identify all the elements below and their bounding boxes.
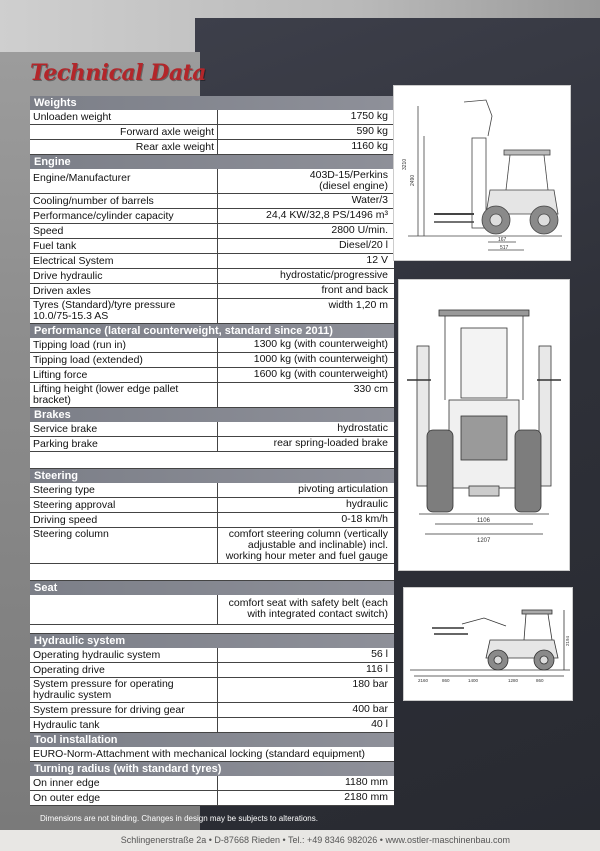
row-label [30, 595, 218, 624]
table-row [30, 110, 394, 125]
row-label: Speed [30, 224, 218, 238]
table-row [30, 239, 394, 254]
row-value: comfort steering column (vertically adjustable and inclinable) incl. working hour meter and fuel gauge [225, 528, 388, 562]
row-value: 0-18 km/h [341, 513, 388, 525]
row-label: Electrical System [30, 254, 218, 268]
loader-front-view-drawing [399, 280, 569, 570]
table-row [30, 194, 394, 209]
table-row [30, 718, 394, 733]
row-label: On outer edge [30, 791, 218, 805]
row-label: Engine/Manufacturer [30, 169, 218, 193]
row-label: Tyres (Standard)/tyre pressure 10.0/75-15.3 AS [30, 299, 218, 323]
row-label: EURO-Norm-Attachment with mechanical locking (standard equipment) [33, 748, 366, 760]
row-value: hydrostatic [337, 422, 388, 434]
front-view-diagram [399, 280, 569, 570]
row-value: 1160 kg [351, 140, 388, 152]
row-label: Cooling/number of barrels [30, 194, 218, 208]
dimension-label: 2194 [565, 635, 570, 646]
table-row [30, 498, 394, 513]
dimension-label: 1207 [477, 538, 491, 544]
row-value: 180 bar [352, 678, 388, 690]
section-performance-header: Performance (lateral counterweight, standard since 2011) [30, 324, 394, 338]
row-value: 56 l [371, 648, 388, 660]
row-label: Rear axle weight [30, 140, 218, 154]
loader-side-view-drawing [394, 86, 570, 260]
table-row [30, 776, 394, 791]
dimension-label: 2160 [418, 678, 429, 683]
section-tool-header: Tool installation [30, 733, 394, 747]
row-value: 590 kg [356, 125, 388, 137]
table-row [30, 125, 394, 140]
row-label: Lifting force [30, 368, 218, 382]
dimension-label: 167 [498, 237, 507, 243]
row-value: 24,4 KW/32,8 PS/1496 m³ [266, 209, 388, 221]
row-value: 1180 mm [345, 776, 388, 788]
row-value: hydrostatic/progressive [280, 269, 388, 281]
row-label: Operating hydraulic system [30, 648, 218, 662]
row-value: pivoting articulation [298, 483, 388, 495]
row-value: Diesel/20 l [338, 239, 388, 251]
table-row [30, 224, 394, 239]
row-label: Fuel tank [30, 239, 218, 253]
table-row [30, 284, 394, 299]
table-row [30, 483, 394, 498]
table-row [30, 747, 394, 762]
row-label: Drive hydraulic [30, 269, 218, 283]
table-row [30, 383, 394, 408]
section-turning-header: Turning radius (with standard tyres) [30, 762, 394, 776]
row-value: Water/3 [351, 194, 388, 206]
table-row [30, 791, 394, 806]
dimension-label: 2490 [410, 174, 416, 186]
table-row [30, 703, 394, 718]
table-row [30, 209, 394, 224]
section-engine-header: Engine [30, 155, 394, 169]
row-value: 2800 U/min. [331, 224, 388, 236]
row-label: Steering column [30, 528, 218, 563]
table-spacer [30, 452, 394, 469]
row-label: Hydraulic tank [30, 718, 218, 732]
row-label: System pressure for operating hydraulic system [30, 678, 218, 702]
row-value: 330 cm [353, 383, 388, 395]
table-row [30, 254, 394, 269]
row-value: 12 V [366, 254, 388, 266]
row-label: Steering approval [30, 498, 218, 512]
row-value: 116 l [366, 663, 388, 675]
dimension-label: 1106 [477, 518, 490, 524]
dimension-label: 860 [442, 678, 450, 683]
section-seat-header: Seat [30, 581, 394, 595]
row-label: Driving speed [30, 513, 218, 527]
table-row [30, 595, 394, 625]
section-hydraulic-header: Hydraulic system [30, 634, 394, 648]
dimension-label: 3210 [402, 158, 408, 170]
table-spacer [30, 625, 394, 634]
table-row [30, 338, 394, 353]
row-label: On inner edge [30, 776, 218, 790]
row-value: 1000 kg (with counterweight) [253, 353, 388, 365]
table-row [30, 648, 394, 663]
row-label: Parking brake [30, 437, 218, 451]
spec-table [30, 96, 394, 806]
table-spacer [30, 564, 394, 581]
dimension-label: 860 [536, 678, 544, 683]
row-label: Driven axles [30, 284, 218, 298]
row-value: 40 l [371, 718, 388, 730]
row-label: Performance/cylinder capacity [30, 209, 218, 223]
side-view-diagram [394, 86, 570, 260]
section-brakes-header: Brakes [30, 408, 394, 422]
page-title: Technical Data [30, 60, 207, 86]
row-value: 2180 mm [344, 791, 388, 803]
row-value: rear spring-loaded brake [273, 437, 388, 449]
table-row [30, 678, 394, 703]
row-value: 1300 kg (with counterweight) [253, 338, 388, 350]
footer-address: Schlingenerstraße 2a • D-87668 Rieden • Tel.: +49 8346 982026 • www.ostler-maschinenbau.com [0, 830, 600, 851]
table-row [30, 437, 394, 452]
row-value: front and back [321, 284, 388, 296]
footnote: Dimensions are not binding. Changes in design may be subjects to alterations. [40, 814, 318, 823]
table-row [30, 169, 394, 194]
table-row [30, 269, 394, 284]
row-label: Operating drive [30, 663, 218, 677]
table-row [30, 140, 394, 155]
side-view-lowered-diagram [404, 588, 572, 700]
row-value: hydraulic [345, 498, 388, 510]
row-label: System pressure for driving gear [30, 703, 218, 717]
table-row [30, 368, 394, 383]
row-label: Steering type [30, 483, 218, 497]
row-label: Tipping load (run in) [30, 338, 218, 352]
table-row [30, 513, 394, 528]
dimension-label: 1280 [508, 678, 519, 683]
dimension-label: 517 [500, 245, 509, 251]
row-label: Tipping load (extended) [30, 353, 218, 367]
table-row [30, 353, 394, 368]
row-label: Unloaden weight [30, 110, 218, 124]
section-steering-header: Steering [30, 469, 394, 483]
row-value: 403D-15/Perkins (diesel engine) [309, 169, 388, 192]
table-row [30, 528, 394, 564]
loader-side-lowered-drawing [404, 588, 572, 700]
row-label: Lifting height (lower edge pallet bracket) [30, 383, 218, 407]
table-row [30, 663, 394, 678]
row-value: 400 bar [352, 703, 388, 715]
row-label: Forward axle weight [30, 125, 218, 139]
row-label: Service brake [30, 422, 218, 436]
row-value: width 1,20 m [328, 299, 388, 311]
row-value: 1750 kg [350, 110, 388, 122]
row-value: comfort seat with safety belt (each with integrated contact switch) [228, 597, 388, 620]
table-row [30, 422, 394, 437]
row-value: 1600 kg (with counterweight) [253, 368, 388, 380]
dimension-label: 1400 [468, 678, 479, 683]
table-row [30, 299, 394, 324]
section-weights-header: Weights [30, 96, 394, 110]
